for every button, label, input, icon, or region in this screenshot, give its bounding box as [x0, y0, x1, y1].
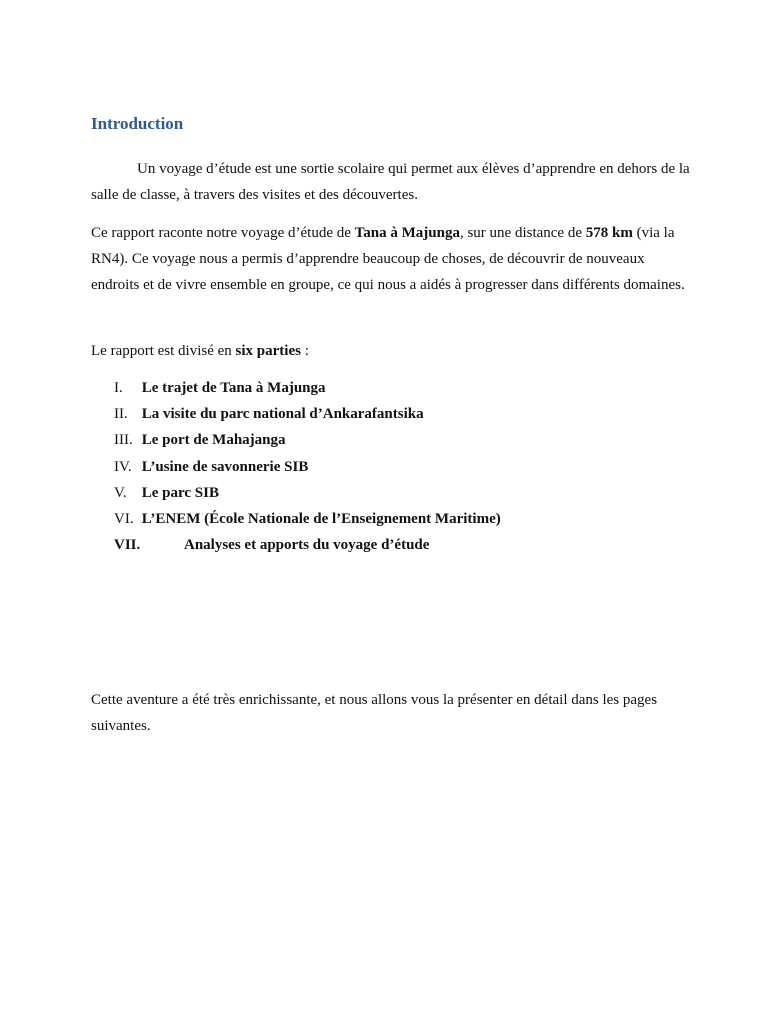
list-item-label: Analyses et apports du voyage d’étude: [184, 537, 430, 554]
trip-distance: 578 km: [585, 225, 633, 241]
structure-text-post: :: [300, 343, 309, 359]
list-item: [114, 506, 501, 532]
parts-list: [114, 375, 501, 558]
list-item-label: L’ENEM (École Nationale de l’Enseignement Maritime): [141, 510, 501, 527]
intro-paragraph: [91, 156, 691, 208]
structure-paragraph: [91, 338, 691, 364]
trip-text-mid: , sur une distance de: [459, 225, 586, 241]
list-item-label: Le port de Mahajanga: [141, 432, 286, 449]
section-heading: Introduction: [91, 114, 184, 133]
list-item-number: V.: [114, 484, 127, 501]
list-item-number: III.: [114, 432, 133, 449]
list-item-number: IV.: [114, 458, 132, 475]
list-item-label: Le parc SIB: [141, 484, 219, 501]
list-item-number: I.: [114, 380, 123, 396]
list-item-label: Le trajet de Tana à Majunga: [141, 380, 326, 396]
list-item: [114, 401, 501, 427]
list-item-number: II.: [114, 406, 128, 423]
intro-text: Un voyage d’étude est une sortie scolaire qui permet aux élèves d’apprendre en dehors de la salle de classe, à travers des visites et des découvertes.: [91, 161, 690, 203]
trip-paragraph: [91, 220, 691, 298]
list-item: [114, 532, 501, 558]
list-item-number: VI.: [114, 510, 134, 527]
list-item: [114, 480, 501, 506]
trip-text-post: (via la RN4). Ce voyage nous a permis d’apprendre beaucoup de choses, de découvrir de nouveaux endroits et de vivre ensemble en groupe, ce qui nous a aidés à progresser dans différents domaines.: [91, 225, 685, 293]
list-item: [114, 454, 501, 480]
structure-count: six parties: [235, 343, 301, 359]
list-item-number: VII.: [114, 537, 141, 554]
list-item: [114, 375, 501, 401]
list-item: [114, 427, 501, 453]
list-item-label: La visite du parc national d’Ankarafantsika: [141, 406, 424, 423]
list-item-label: L’usine de savonnerie SIB: [141, 458, 309, 475]
trip-text-pre: Ce rapport raconte notre voyage d’étude de: [91, 225, 355, 241]
structure-text-pre: Le rapport est divisé en: [91, 343, 236, 359]
trip-route: Tana à Majunga: [354, 225, 460, 241]
closing-paragraph: Cette aventure a été très enrichissante, et nous allons vous la présenter en détail dans les pages suivantes.: [91, 692, 658, 734]
